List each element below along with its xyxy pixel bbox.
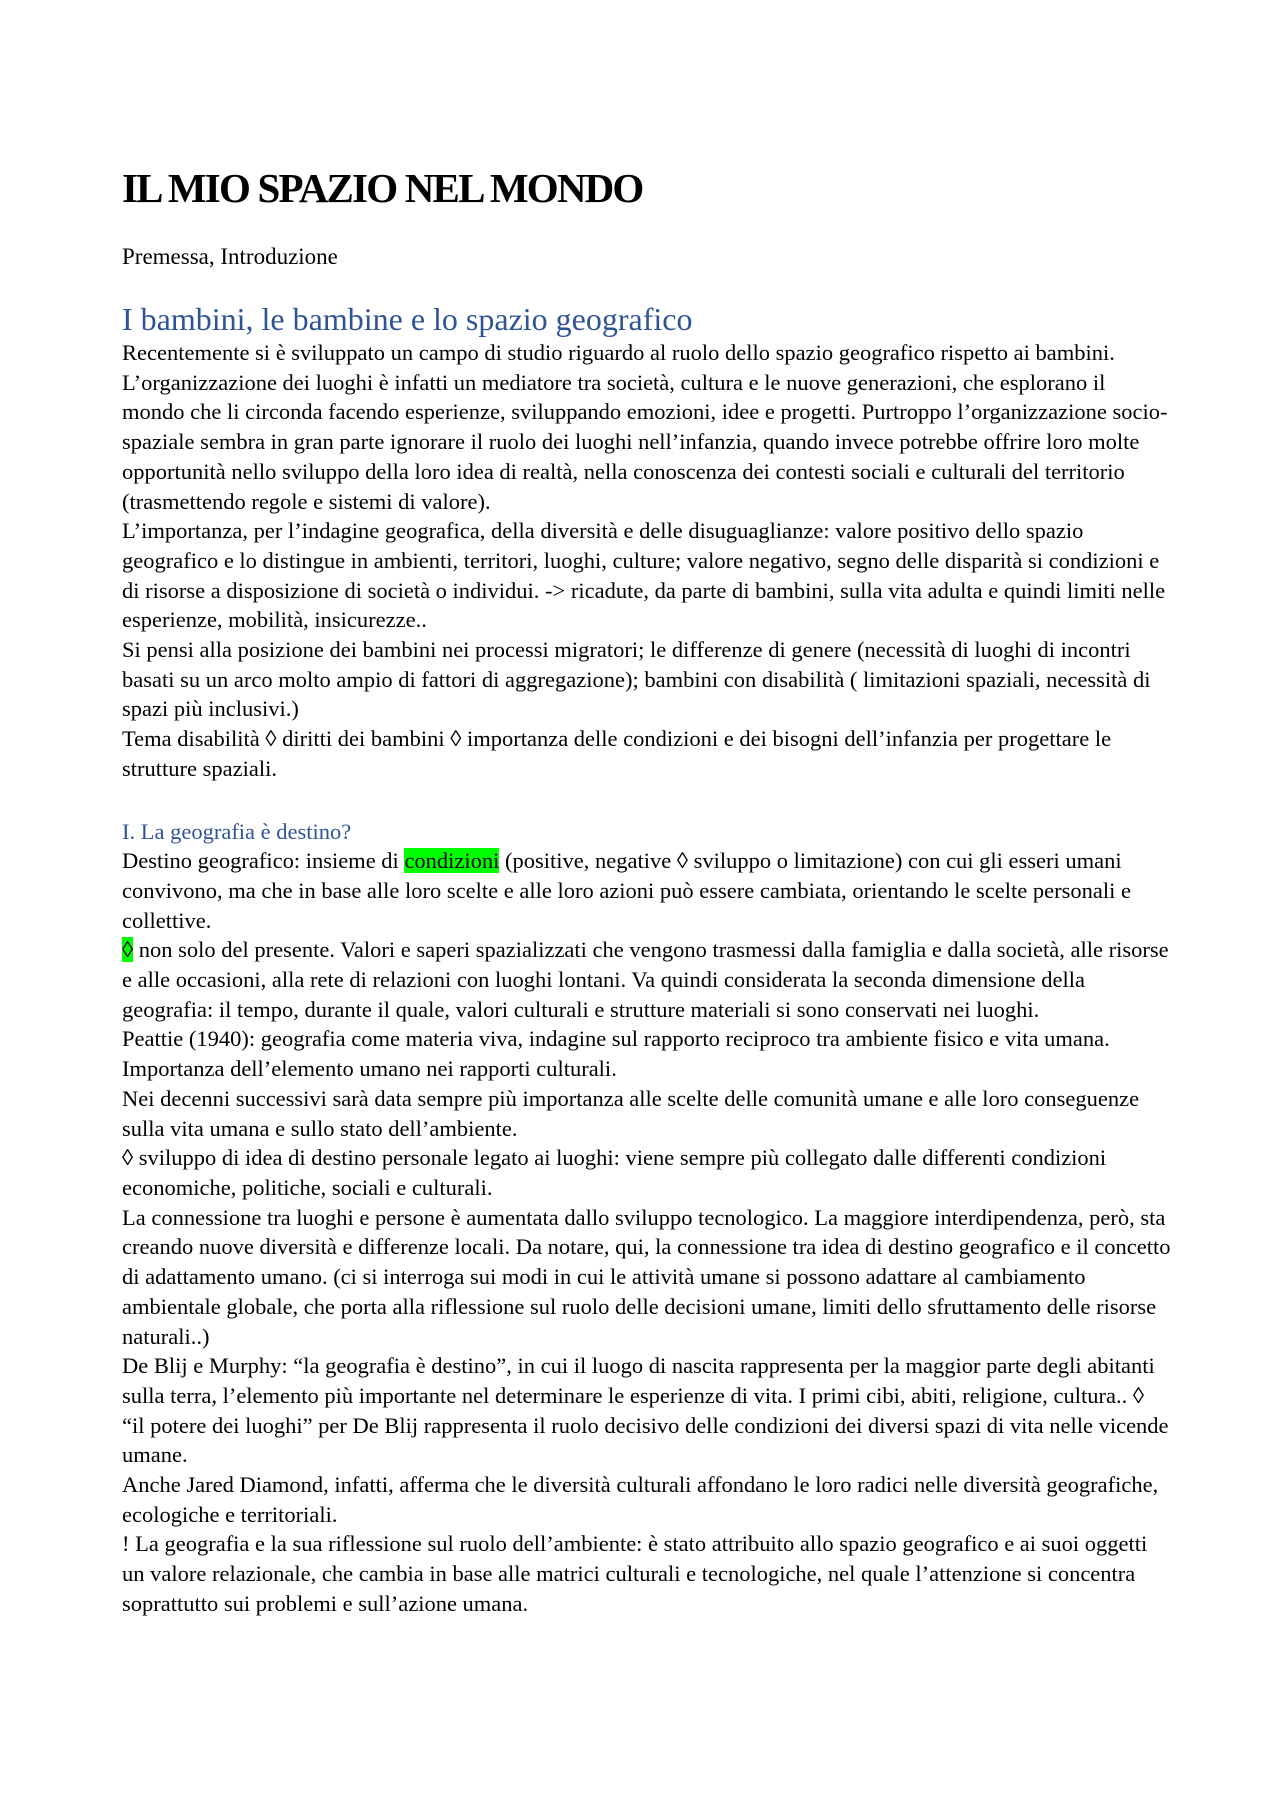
paragraph: La connessione tra luoghi e persone è aumentata dallo sviluppo tecnologico. La maggiore interdipendenza, però, sta creando nuove diversità e differenze locali. Da notare, qui, la connessione tra idea di destino geografico e il concetto di adattamento umano. (ci si interroga sui modi in cui le attività umane si possono adattare al cambiamento ambientale globale, che porta alla riflessione sul ruolo delle decisioni umane, limiti dello sfruttamento delle risorse naturali..)	[122, 1204, 1171, 1349]
paragraph-text: non solo del presente. Valori e saperi spazializzati che vengono trasmessi dalla famiglia e dalla società, alle risorse e alle occasioni, alla rete di relazioni con luoghi lontani. Va quindi considerata la seconda dimensione della geografia: il tempo, durante il quale, valori culturali e strutture materiali si sono conservati nei luoghi.	[122, 937, 1169, 1022]
paragraph: Nei decenni successivi sarà data sempre più importanza alle scelte delle comunità umane e alle loro conseguenze sulla vita umana e sullo stato dell’ambiente.	[122, 1085, 1140, 1141]
highlighted-symbol: ◊	[122, 937, 134, 963]
paragraph-text: Destino geografico: insieme di	[122, 848, 405, 874]
document-title: IL MIO SPAZIO NEL MONDO	[122, 165, 643, 211]
section-body-destino	[122, 846, 1172, 1618]
paragraph: Tema disabilità ◊ diritti dei bambini ◊ importanza delle condizioni e dei bisogni dell’infanzia per progettare le strutture spaziali.	[122, 726, 1112, 781]
section-body-bambini	[122, 338, 1172, 784]
highlighted-word: condizioni	[404, 848, 500, 874]
paragraph-text: (positive, negative ◊ sviluppo o limitazione) con cui gli esseri umani convivono, ma che in base alle loro scelte e alle loro azioni può essere cambiata, orientando le scelte personali e collettive.	[122, 848, 1131, 933]
paragraph	[122, 846, 1172, 935]
paragraph: L’importanza, per l’indagine geografica, della diversità e delle disuguaglianze: valore positivo dello spazio geografico e lo distingue in ambienti, territori, luoghi, culture; valore negativo, segno delle disparità si condizioni e di risorse a disposizione di società o individui. -> ricadute, da parte di bambini, sulla vita adulta e quindi limiti nelle esperienze, mobilità, insicurezze..	[122, 518, 1166, 633]
section-heading-destino: I. La geografia è destino?	[122, 818, 352, 844]
paragraph: De Blij e Murphy: “la geografia è destino”, in cui il luogo di nascita rappresenta per la maggior parte degli abitanti sulla terra, l’elemento più importante nel determinare le esperienze di vita. I primi cibi, abiti, religione, cultura.. ◊ “il potere dei luoghi” per De Blij rappresenta il ruolo decisivo delle condizioni dei diversi spazi di vita nelle vicende umane.	[122, 1353, 1169, 1468]
paragraph: Recentemente si è sviluppato un campo di studio riguardo al ruolo dello spazio geografico rispetto ai bambini. L’organizzazione dei luoghi è infatti un mediatore tra società, cultura e le nuove generazioni, che esplorano il mondo che li circonda facendo esperienze, sviluppando emozioni, idee e progetti. Purtroppo l’organizzazione socio-spaziale sembra in gran parte ignorare il ruolo dei luoghi nell’infanzia, quando invece potrebbe offrire loro molte opportunità nello sviluppo della loro idea di realtà, nella conoscenza dei contesti sociali e culturali del territorio (trasmettendo regole e sistemi di valore).	[122, 340, 1168, 514]
section-heading-bambini: I bambini, le bambine e lo spazio geografico	[122, 301, 693, 337]
paragraph	[122, 935, 1172, 1024]
document-page	[122, 164, 1172, 1619]
paragraph: Peattie (1940): geografia come materia viva, indagine sul rapporto reciproco tra ambiente fisico e vita umana. Importanza dell’elemento umano nei rapporti culturali.	[122, 1026, 1110, 1082]
paragraph: ! La geografia e la sua riflessione sul ruolo dell’ambiente: è stato attribuito allo spazio geografico e ai suoi oggetti un valore relazionale, che cambia in base alle matrici culturali e tecnologiche, nel quale l’attenzione si concentra soprattutto sui problemi e sull’azione umana.	[122, 1531, 1148, 1616]
paragraph: Si pensi alla posizione dei bambini nei processi migratori; le differenze di genere (necessità di luoghi di incontri basati su un arco molto ampio di fattori di aggregazione); bambini con disabilità ( limitazioni spaziali, necessità di spazi più inclusivi.)	[122, 637, 1151, 722]
paragraph: ◊ sviluppo di idea di destino personale legato ai luoghi: viene sempre più collegato dalle differenti condizioni economiche, politiche, sociali e culturali.	[122, 1145, 1107, 1200]
paragraph: Anche Jared Diamond, infatti, afferma che le diversità culturali affondano le loro radici nelle diversità geografiche, ecologiche e territoriali.	[122, 1472, 1159, 1527]
document-subtitle: Premessa, Introduzione	[122, 244, 338, 269]
